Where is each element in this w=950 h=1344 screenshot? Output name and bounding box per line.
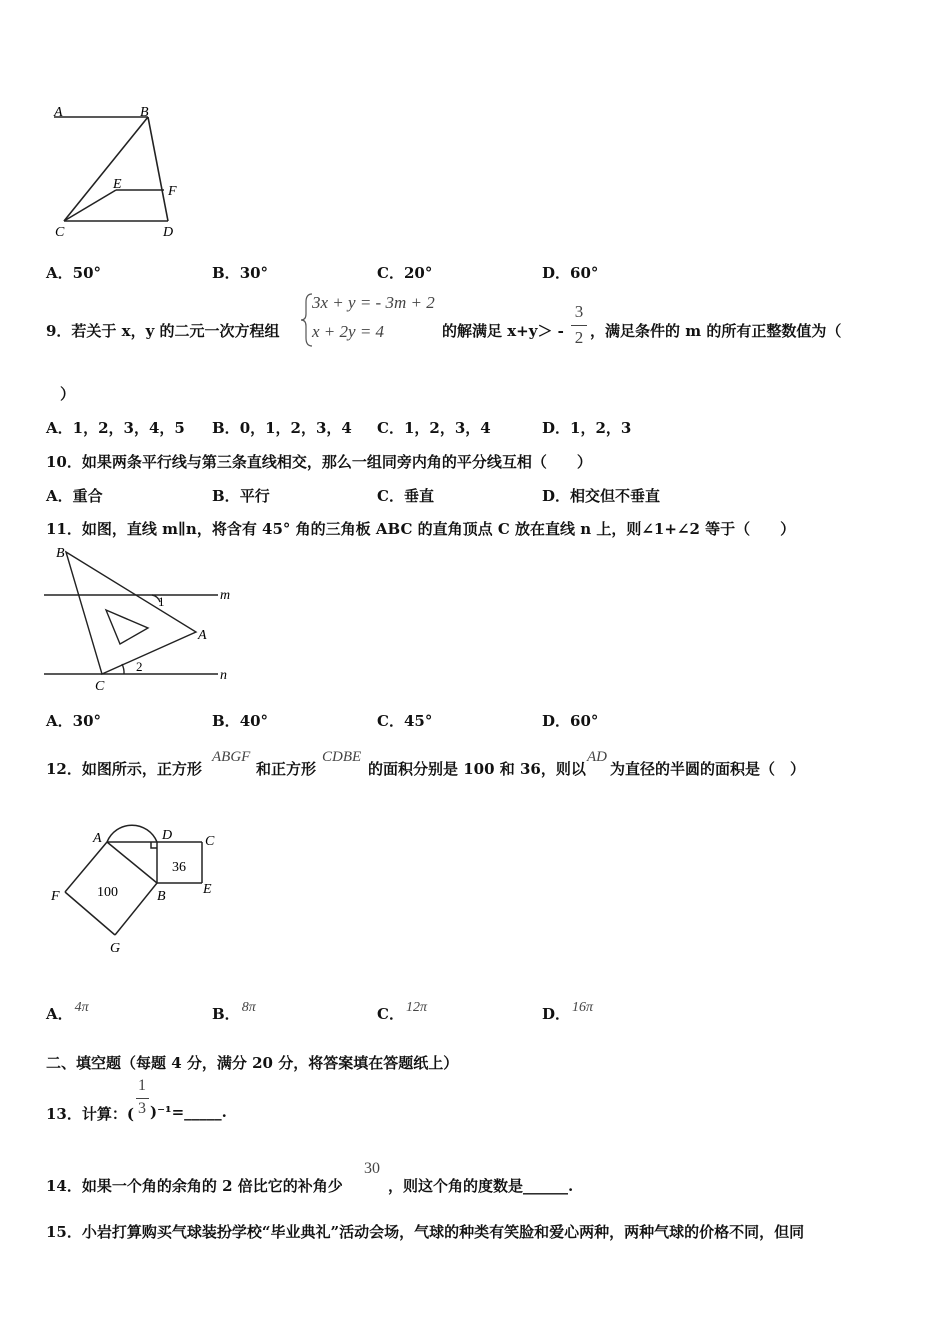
label-C: C — [95, 679, 105, 694]
label-D: D — [162, 828, 173, 843]
q13-prefix: 13．计算：( — [46, 1105, 134, 1123]
q14-number: 30 — [364, 1160, 380, 1177]
section-2-heading: 二、填空题（每题 4 分，满分 20 分，将答案填在答题纸上） — [46, 1054, 459, 1072]
label-n: n — [220, 668, 227, 683]
q10-option-d[interactable]: D．相交但不垂直 — [542, 487, 661, 505]
label-E: E — [113, 177, 122, 192]
q9-frac-num: 3 — [574, 302, 584, 321]
label-F: F — [168, 184, 177, 199]
q9-option-b[interactable]: B．0，1，2，3，4 — [212, 419, 352, 437]
q9-eq1: 3x + y = - 3m + 2 — [312, 293, 435, 312]
q13-suffix: )⁻¹=_____. — [150, 1103, 227, 1121]
label-G: G — [110, 941, 121, 956]
q9-mid: 的解满足 x+y＞ - — [442, 322, 564, 340]
q12-m1: ABGF — [212, 749, 251, 765]
figure-q11 — [40, 540, 240, 695]
label-angle-1: 1 — [158, 594, 165, 609]
q8-option-d[interactable]: D．60° — [542, 264, 599, 282]
q9-suffix: ，满足条件的 m 的所有正整数值为（ — [590, 322, 842, 340]
q12-p1: 12．如图所示，正方形 — [46, 760, 202, 778]
figure-q12 — [45, 805, 225, 960]
label-C: C — [55, 225, 65, 240]
label-F: F — [51, 889, 60, 904]
q12-option-d[interactable]: D． 16π — [542, 1000, 594, 1023]
q15-text: 15．小岩打算购买气球装扮学校“毕业典礼”活动会场，气球的种类有笑脸和爱心两种，两种气球的价格不同，但同 — [46, 1223, 805, 1241]
q12-p4: 为直径的半圆的面积是（ ） — [610, 760, 806, 778]
q10-option-c[interactable]: C．垂直 — [377, 487, 434, 505]
q12-m2: CDBE — [322, 749, 362, 765]
label-A: A — [198, 628, 207, 643]
q10-text: 10．如果两条平行线与第三条直线相交，那么一组同旁内角的平分线互相（ ） — [46, 453, 592, 471]
q12-p2: 和正方形 — [256, 760, 317, 778]
q12-option-a[interactable]: A． 4π — [46, 1000, 89, 1023]
q11-option-b[interactable]: B．40° — [212, 712, 269, 730]
q13-frac-num: 1 — [138, 1077, 146, 1094]
q9-eq2: x + 2y = 4 — [312, 322, 385, 341]
label-area-36: 36 — [172, 860, 186, 875]
label-B: B — [140, 105, 149, 120]
label-area-100: 100 — [97, 885, 118, 900]
label-m: m — [220, 588, 231, 603]
q8-option-c[interactable]: C．20° — [377, 264, 433, 282]
label-D: D — [163, 225, 174, 240]
q12-option-c[interactable]: C． 12π — [377, 1000, 427, 1023]
q11-option-a[interactable]: A．30° — [46, 712, 102, 730]
q14-prefix: 14．如果一个角的余角的 2 倍比它的补角少 — [46, 1177, 343, 1195]
q12-m3: AD — [587, 749, 607, 765]
figure-q8 — [40, 100, 200, 245]
label-B: B — [56, 546, 65, 561]
q12-p3: 的面积分别是 100 和 36，则以 — [368, 760, 586, 778]
q9-option-d[interactable]: D．1，2，3 — [542, 419, 632, 437]
q11-option-c[interactable]: C．45° — [377, 712, 433, 730]
label-E: E — [203, 882, 212, 897]
q14-suffix: ，则这个角的度数是______. — [388, 1177, 574, 1195]
q10-option-a[interactable]: A．重合 — [46, 487, 103, 505]
label-A: A — [93, 831, 102, 846]
q13-frac-bar — [136, 1098, 149, 1099]
q9-option-c[interactable]: C．1，2，3，4 — [377, 419, 491, 437]
q9-prefix: 9．若关于 x，y 的二元一次方程组 — [46, 322, 280, 340]
label-C: C — [205, 834, 215, 849]
label-B: B — [157, 889, 166, 904]
q9-close: ） — [60, 385, 76, 403]
q11-option-d[interactable]: D．60° — [542, 712, 599, 730]
label-angle-2: 2 — [136, 659, 143, 674]
q9-equation-system — [300, 292, 440, 348]
q9-frac-bar — [571, 325, 587, 326]
q8-option-b[interactable]: B．30° — [212, 264, 269, 282]
q9-option-a[interactable]: A．1，2，3，4，5 — [46, 419, 185, 437]
label-A: A — [54, 105, 63, 120]
q12-option-b[interactable]: B． 8π — [212, 1000, 256, 1023]
q11-text: 11．如图，直线 m∥n，将含有 45° 角的三角板 ABC 的直角顶点 C 放在直线 n 上，则∠1+∠2 等于（ ） — [46, 520, 796, 538]
q9-frac-den: 2 — [574, 328, 584, 347]
q13-frac-den: 3 — [138, 1100, 146, 1117]
q10-option-b[interactable]: B．平行 — [212, 487, 270, 505]
q8-option-a[interactable]: A．50° — [46, 264, 102, 282]
